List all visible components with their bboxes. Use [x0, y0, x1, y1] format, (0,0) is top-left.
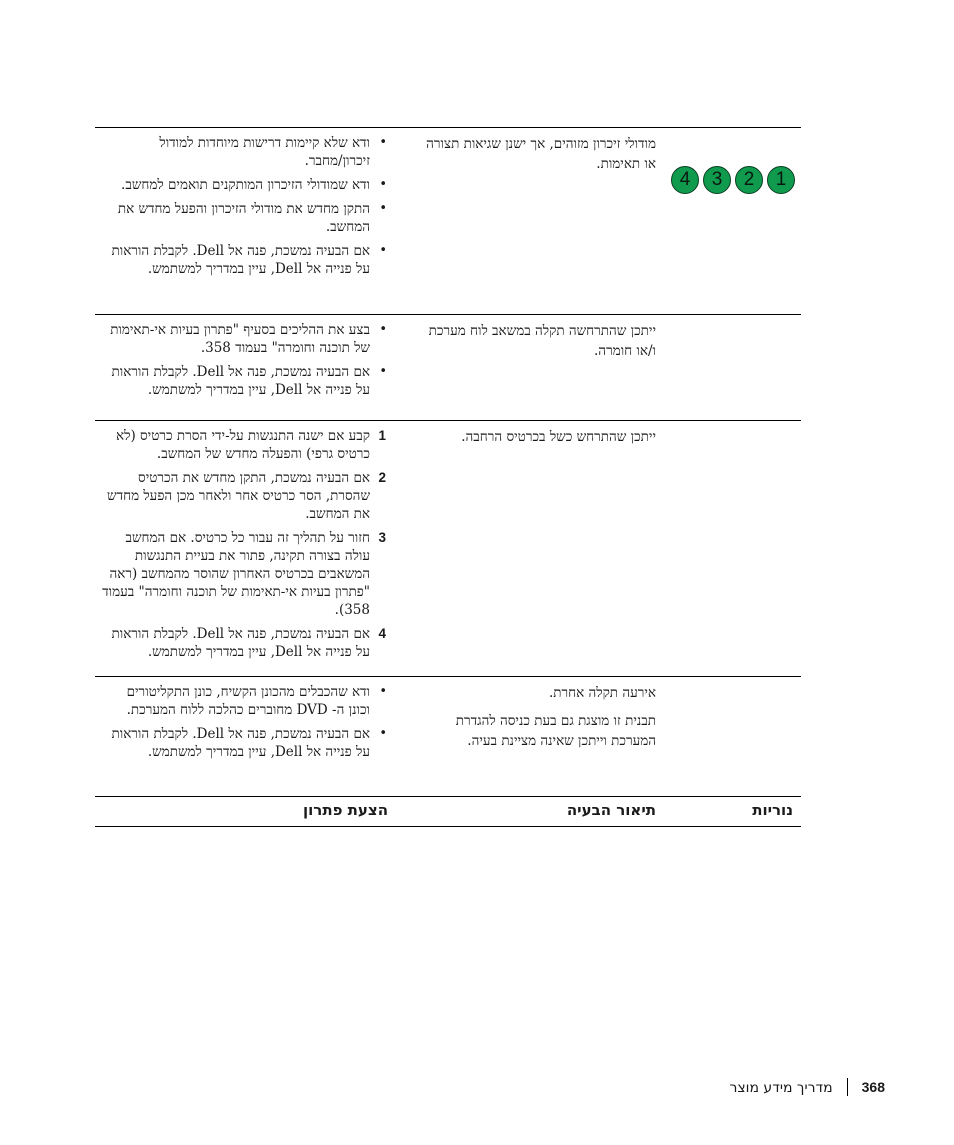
step-text: אם הבעיה נמשכת, התקן מחדש את הכרטיס שהסרת, הסר כרטיס אחר ולאחר מכן הפעל מחדש את המחשב.: [107, 470, 370, 522]
resolution-item: • ודא שמודולי הזיכרון המותקנים תואמים למחשב.: [102, 176, 388, 194]
header-lights: נוריות: [752, 801, 793, 819]
header-description: תיאור הבעיה: [566, 801, 656, 819]
step-text: חזור על תהליך זה עבור כל כרטיס. אם המחשב עולה בצורה תקינה, פתור את בעיית התנגשות המשאבים בכרטיס האחרון שהוסר מהמחשב (ראה "פתרון בעיות אי-תאימות של תוכנה וחומרה" בעמוד 358).: [102, 530, 370, 618]
resolution-step: [102, 427, 388, 463]
resolution-item: • אם הבעיה נמשכת, פנה אל Dell. לקבלת הוראות על פנייה אל Dell, עיין במדריך למשתמש.: [102, 725, 388, 761]
table-row: [95, 315, 801, 421]
table-row: [95, 677, 801, 797]
step-text: קבע אם ישנה התנגשות על-ידי הסרת כרטיס (לא כרטיס גרפי) והפעלה מחדש של המחשב.: [116, 428, 370, 462]
table-row: [95, 421, 801, 677]
problem-description: [411, 683, 656, 759]
suggested-resolution: [102, 427, 388, 667]
table-header: [95, 797, 801, 827]
problem-description: [411, 134, 656, 182]
resolution-step: [102, 469, 388, 523]
description-text: מודולי זיכרון מזוהים, אך ישנן שגיאות תצורה או תאימות.: [426, 136, 656, 172]
resolution-text: אם הבעיה נמשכת, פנה אל Dell. לקבלת הוראות על פנייה אל Dell, עיין במדריך למשתמש.: [111, 243, 370, 277]
suggested-resolution: [102, 134, 388, 284]
header-solution: הצעת פתרון: [303, 801, 388, 819]
table-row: [95, 128, 801, 315]
document-title: מדריך מידע מוצר: [729, 1080, 833, 1096]
resolution-step: [102, 625, 388, 661]
suggested-resolution: [102, 321, 388, 405]
description-text: ייתכן שהתרחשה תקלה במשאב לוח מערכת ו/או חומרה.: [428, 323, 656, 359]
step-number: 4: [378, 626, 386, 641]
step-number: 3: [378, 530, 386, 545]
resolution-item: [102, 242, 388, 278]
step-text: אם הבעיה נמשכת, פנה אל Dell. לקבלת הוראות על פנייה אל Dell, עיין במדריך למשתמש.: [111, 626, 370, 660]
footer-divider: [847, 1078, 848, 1096]
description-text: תבנית זו מוצגת גם בעת כניסה להגדרת המערכת וייתכן שאינה מציינת בעיה.: [455, 713, 656, 749]
step-number: 1: [378, 428, 386, 443]
diagnostic-light-1: 4: [671, 166, 699, 194]
resolution-item: • אם הבעיה נמשכת, פנה אל Dell. לקבלת הוראות על פנייה אל Dell, עיין במדריך למשתמש.: [102, 363, 388, 399]
diagnostic-lights-table: [95, 127, 801, 827]
diagnostic-light-3: 2: [735, 166, 763, 194]
problem-description: [411, 427, 656, 455]
description-text: אירעה תקלה אחרת.: [548, 685, 656, 701]
diagnostic-light-4: 1: [767, 166, 795, 194]
step-number: 2: [378, 470, 386, 485]
suggested-resolution: [102, 683, 388, 767]
problem-description: [411, 321, 656, 369]
page-number: 368: [861, 1079, 885, 1095]
diagnostic-light-2: 3: [703, 166, 731, 194]
resolution-step: [102, 529, 388, 619]
resolution-item: • התקן מחדש את מודולי הזיכרון והפעל מחדש את המחשב.: [102, 200, 388, 236]
resolution-item: • ודא שלא קיימות דרישות מיוחדות למודול זיכרון/מחבר.: [102, 134, 388, 170]
diagnostic-lights: [671, 166, 793, 196]
resolution-item: • בצע את ההליכים בסעיף "פתרון בעיות אי-תאימות של תוכנה וחומרה" בעמוד 358.: [102, 321, 388, 357]
page-footer: [729, 1078, 885, 1096]
description-text: ייתכן שהתרחש כשל בכרטיס הרחבה.: [461, 429, 656, 445]
resolution-item: • ודא שהכבלים מהכונן הקשיח, כונן התקליטורים וכונן ה- DVD מחוברים כהלכה ללוח המערכת.: [102, 683, 388, 719]
